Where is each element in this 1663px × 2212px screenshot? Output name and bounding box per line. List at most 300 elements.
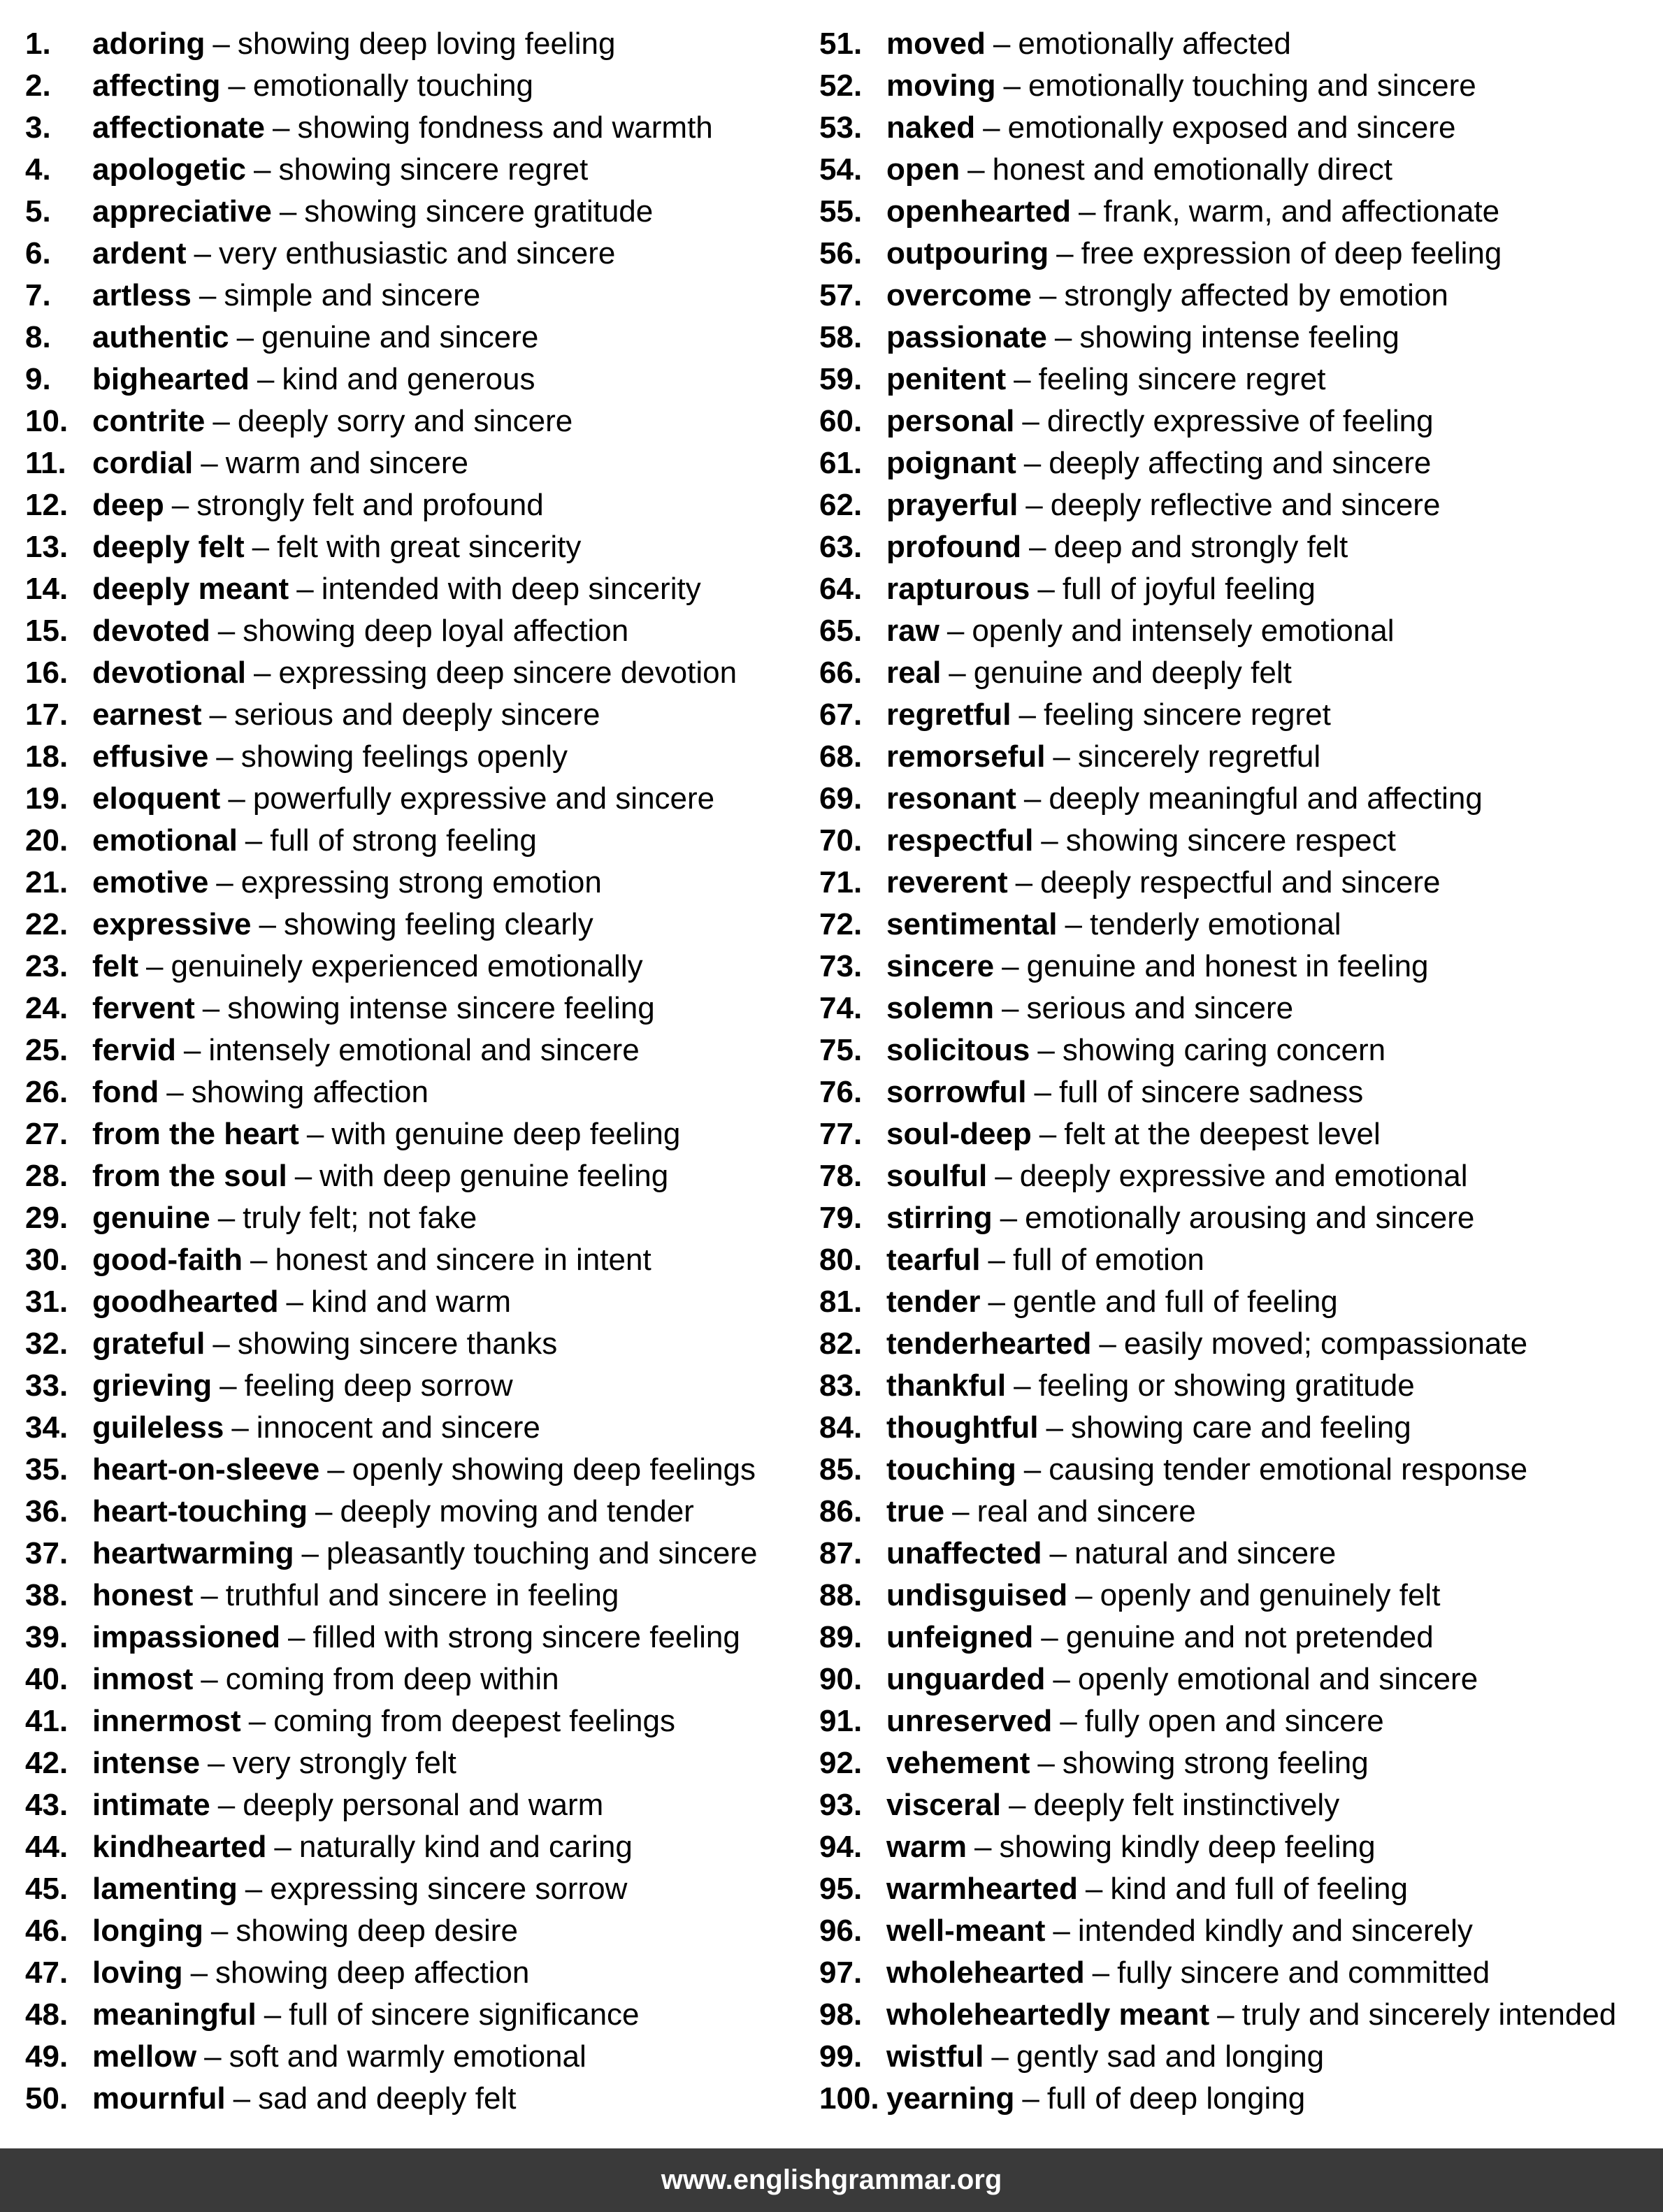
item-separator: – [287,1620,305,1654]
item-separator: – [296,572,314,606]
item-separator: – [983,110,1000,145]
item-definition: emotionally arousing and sincere [1025,1201,1475,1235]
item-definition: with deep genuine feeling [319,1159,669,1193]
item-separator: – [995,1159,1012,1193]
list-item [819,1617,1658,1658]
item-definition: deeply reflective and sincere [1050,488,1441,522]
item-word: wholehearted [886,1956,1085,1990]
item-definition: showing strong feeling [1062,1746,1369,1780]
item-definition: showing feeling clearly [284,907,593,941]
item-word: sincere [886,949,995,983]
item-definition: serious and sincere [1026,991,1294,1025]
item-separator: – [202,991,220,1025]
item-word: affecting [92,68,221,103]
item-separator: – [1037,1033,1055,1067]
item-definition: openly and intensely emotional [972,614,1395,648]
item-number: 25. [25,1033,69,1067]
item-definition: honest and sincere in intent [275,1243,651,1277]
item-word: solicitous [886,1033,1030,1067]
item-separator: – [209,697,227,732]
item-definition: showing caring concern [1062,1033,1386,1067]
item-number: 26. [25,1075,69,1109]
list-item [25,191,801,233]
item-word: deeply meant [92,572,289,606]
item-number: 39. [25,1620,69,1654]
item-number: 33. [25,1368,69,1403]
item-number: 76. [819,1075,863,1109]
item-number: 34. [25,1410,69,1445]
item-number: 67. [819,697,863,732]
item-word: expressive [92,907,252,941]
item-word: moving [886,68,996,103]
list-item [819,946,1658,988]
item-separator: – [257,362,275,396]
item-separator: – [1054,320,1072,354]
list-item [819,1449,1658,1491]
item-word: grateful [92,1327,206,1361]
item-definition: showing feelings openly [240,739,568,774]
item-definition: gently sad and longing [1016,2039,1325,2074]
item-separator: – [219,1368,237,1403]
item-definition: truthful and sincere in feeling [225,1578,619,1612]
item-separator: – [146,949,164,983]
item-definition: intended with deep sincerity [321,572,701,606]
item-definition: genuine and deeply felt [973,656,1292,690]
item-word: vehement [886,1746,1030,1780]
item-number: 46. [25,1914,69,1948]
item-number: 85. [819,1452,863,1487]
item-definition: causing tender emotional response [1049,1452,1528,1487]
item-word: ardent [92,236,187,270]
item-word: devotional [92,656,247,690]
list-item [25,1617,801,1658]
item-word: goodhearted [92,1285,279,1319]
list-item [25,1029,801,1071]
item-number: 43. [25,1788,69,1822]
list-item [819,400,1658,442]
item-number: 88. [819,1578,863,1612]
list-item [819,1952,1658,1994]
list-item [819,191,1658,233]
item-number: 96. [819,1914,863,1948]
list-item [819,359,1658,400]
item-separator: – [245,823,263,858]
list-item [819,1910,1658,1952]
list-item [819,1491,1658,1533]
item-word: moved [886,27,986,61]
list-item [25,1658,801,1700]
item-word: naked [886,110,976,145]
item-number: 57. [819,278,863,312]
item-separator: – [1003,68,1021,103]
item-word: intense [92,1746,201,1780]
item-word: emotive [92,865,209,899]
list-item [25,484,801,526]
item-separator: – [993,27,1011,61]
item-separator: – [1015,865,1033,899]
item-word: impassioned [92,1620,280,1654]
item-definition: real and sincere [977,1494,1196,1528]
item-number: 73. [819,949,863,983]
item-word: heart-on-sleeve [92,1452,320,1487]
item-word: unreserved [886,1704,1053,1738]
item-definition: serious and deeply sincere [234,697,600,732]
item-word: inmost [92,1662,194,1696]
item-definition: deeply meaningful and affecting [1049,781,1483,816]
item-definition: showing deep loyal affection [243,614,629,648]
item-number: 27. [25,1117,69,1151]
list-item [819,317,1658,359]
item-word: raw [886,614,940,648]
word-list-left-column [25,23,801,2120]
item-definition: showing sincere thanks [237,1327,558,1361]
item-word: unfeigned [886,1620,1034,1654]
item-separator: – [1022,2081,1039,2116]
item-definition: kind and generous [282,362,535,396]
item-separator: – [1060,1704,1077,1738]
item-definition: feeling sincere regret [1038,362,1326,396]
item-word: guileless [92,1410,224,1445]
item-word: heartwarming [92,1536,294,1570]
item-definition: full of deep longing [1046,2081,1306,2116]
item-separator: – [1014,362,1031,396]
item-separator: – [217,614,236,648]
item-number: 52. [819,68,863,103]
list-item [25,107,801,149]
item-definition: directly expressive of feeling [1046,404,1434,438]
item-definition: naturally kind and caring [298,1830,633,1864]
item-definition: intended kindly and sincerely [1077,1914,1473,1948]
item-number: 1. [25,27,51,61]
item-definition: full of emotion [1012,1243,1204,1277]
item-number: 50. [25,2081,69,2116]
list-item [819,526,1658,568]
list-item [25,1952,801,1994]
item-separator: – [1025,488,1043,522]
item-separator: – [248,1704,266,1738]
item-separator: – [213,27,230,61]
item-definition: intensely emotional and sincere [208,1033,640,1067]
item-word: from the soul [92,1159,287,1193]
item-separator: – [216,865,233,899]
item-separator: – [259,907,277,941]
word-list-right-column [819,23,1658,2120]
item-definition: feeling sincere regret [1043,697,1331,732]
item-separator: – [988,1285,1005,1319]
list-item [819,1994,1658,2036]
list-item [819,610,1658,652]
item-word: kindhearted [92,1830,267,1864]
list-item [819,233,1658,275]
item-separator: – [1053,1914,1070,1948]
item-definition: emotionally affected [1018,27,1291,61]
item-number: 9. [25,362,51,396]
item-word: warm [886,1830,967,1864]
item-separator: – [1075,1578,1093,1612]
item-word: real [886,656,942,690]
item-separator: – [208,1746,225,1780]
item-definition: genuine and sincere [261,320,539,354]
item-number: 66. [819,656,863,690]
item-word: eloquent [92,781,221,816]
item-separator: – [1023,1452,1042,1487]
item-definition: deeply respectful and sincere [1040,865,1441,899]
item-word: tenderhearted [886,1327,1092,1361]
list-item [25,233,801,275]
item-word: grieving [92,1368,213,1403]
item-word: profound [886,530,1022,564]
item-number: 56. [819,236,863,270]
item-separator: – [233,2081,251,2116]
item-number: 70. [819,823,863,858]
item-number: 72. [819,907,863,941]
item-separator: – [194,236,211,270]
item-definition: showing deep affection [215,1956,530,1990]
item-separator: – [1037,572,1055,606]
item-number: 59. [819,362,863,396]
item-definition: emotionally touching and sincere [1028,68,1476,103]
item-separator: – [250,1243,268,1277]
item-number: 63. [819,530,863,564]
item-number: 87. [819,1536,863,1570]
item-number: 74. [819,991,863,1025]
item-word: apologetic [92,152,247,187]
list-item [25,1281,801,1323]
item-definition: truly and sincerely intended [1241,1997,1617,2032]
list-item [25,1197,801,1239]
item-separator: – [1092,1956,1110,1990]
item-word: touching [886,1452,1016,1487]
item-number: 3. [25,110,51,145]
item-word: unaffected [886,1536,1042,1570]
item-word: fervid [92,1033,176,1067]
list-item [25,904,801,946]
item-number: 93. [819,1788,863,1822]
item-definition: openly and genuinely felt [1100,1578,1441,1612]
item-number: 42. [25,1746,69,1780]
item-number: 62. [819,488,863,522]
item-number: 51. [819,27,863,61]
list-item [819,1323,1658,1365]
list-item [819,568,1658,610]
item-definition: feeling deep sorrow [244,1368,513,1403]
item-definition: deeply affecting and sincere [1049,446,1432,480]
item-separator: – [213,1327,230,1361]
item-number: 94. [819,1830,863,1864]
list-item [25,568,801,610]
item-separator: – [1037,1746,1055,1780]
item-number: 92. [819,1746,863,1780]
item-separator: – [301,1536,319,1570]
item-word: cordial [92,446,194,480]
item-definition: deeply moving and tender [340,1494,694,1528]
item-number: 69. [819,781,863,816]
item-word: tearful [886,1243,981,1277]
item-number: 13. [25,530,69,564]
item-word: prayerful [886,488,1018,522]
item-word: resonant [886,781,1016,816]
item-separator: – [1000,1201,1018,1235]
list-item [819,862,1658,904]
item-definition: feeling or showing gratitude [1038,1368,1415,1403]
item-separator: – [1053,1662,1070,1696]
item-word: openhearted [886,194,1072,229]
item-separator: – [1039,278,1057,312]
item-word: tender [886,1285,981,1319]
list-item [819,107,1658,149]
item-separator: – [974,1830,992,1864]
item-word: undisguised [886,1578,1068,1612]
item-word: soulful [886,1159,988,1193]
list-item [25,1910,801,1952]
item-word: yearning [886,2081,1015,2116]
item-definition: gentle and full of feeling [1012,1285,1338,1319]
item-word: reverent [886,865,1008,899]
list-item [819,1239,1658,1281]
list-item [25,1071,801,1113]
item-definition: kind and warm [310,1285,512,1319]
list-item [819,652,1658,694]
item-separator: – [166,1075,184,1109]
item-word: from the heart [92,1117,299,1151]
list-item [819,820,1658,862]
item-definition: deeply felt instinctively [1033,1788,1340,1822]
item-separator: – [1002,991,1019,1025]
list-item [25,1533,801,1575]
item-number: 48. [25,1997,69,2032]
item-definition: sincerely regretful [1077,739,1321,774]
list-item [819,1700,1658,1742]
item-separator: – [171,488,189,522]
item-number: 44. [25,1830,69,1864]
item-word: personal [886,404,1015,438]
item-word: earnest [92,697,202,732]
item-definition: honest and emotionally direct [992,152,1392,187]
item-separator: – [315,1494,333,1528]
item-number: 77. [819,1117,863,1151]
list-item [25,862,801,904]
item-separator: – [1217,1997,1234,2032]
item-number: 99. [819,2039,863,2074]
item-number: 21. [25,865,69,899]
list-item [819,1575,1658,1617]
list-item [25,526,801,568]
item-separator: – [949,656,966,690]
item-separator: – [213,404,230,438]
item-number: 49. [25,2039,69,2074]
list-item [819,904,1658,946]
list-item [819,1533,1658,1575]
item-number: 91. [819,1704,863,1738]
list-item [25,1826,801,1868]
item-number: 75. [819,1033,863,1067]
item-separator: – [1002,949,1019,983]
item-number: 29. [25,1201,69,1235]
item-definition: coming from deep within [225,1662,559,1696]
list-item [819,2036,1658,2078]
item-separator: – [210,1914,229,1948]
item-word: soul-deep [886,1117,1032,1151]
item-separator: – [279,194,297,229]
item-definition: natural and sincere [1074,1536,1337,1570]
item-separator: – [1023,781,1042,816]
item-word: deeply felt [92,530,245,564]
item-number: 10. [25,404,69,438]
item-number: 11. [25,446,66,480]
item-word: artless [92,278,192,312]
item-number: 19. [25,781,69,816]
item-word: unguarded [886,1662,1046,1696]
list-item [819,778,1658,820]
list-item [25,694,801,736]
item-word: devoted [92,614,210,648]
item-word: effusive [92,739,209,774]
item-number: 28. [25,1159,69,1193]
item-number: 15. [25,614,69,648]
item-definition: deeply expressive and emotional [1019,1159,1468,1193]
item-separator: – [254,656,271,690]
item-separator: – [199,278,217,312]
list-item [819,1155,1658,1197]
item-number: 38. [25,1578,69,1612]
item-number: 12. [25,488,69,522]
item-separator: – [231,1410,249,1445]
list-item [25,23,801,65]
list-item [819,1365,1658,1407]
item-word: affectionate [92,110,265,145]
list-item [25,736,801,778]
item-word: appreciative [92,194,272,229]
list-item [25,2036,801,2078]
item-definition: kind and full of feeling [1110,1872,1409,1906]
item-definition: fully open and sincere [1084,1704,1384,1738]
item-word: contrite [92,404,206,438]
item-separator: – [1029,530,1046,564]
item-definition: warm and sincere [225,446,469,480]
item-definition: very enthusiastic and sincere [218,236,616,270]
list-item [819,23,1658,65]
list-item [25,317,801,359]
list-item [25,946,801,988]
item-separator: – [952,1494,970,1528]
list-item [819,1197,1658,1239]
item-number: 98. [819,1997,863,2032]
item-separator: – [1065,907,1082,941]
list-item [819,1742,1658,1784]
item-number: 35. [25,1452,69,1487]
item-definition: genuine and not pretended [1065,1620,1434,1654]
item-number: 31. [25,1285,69,1319]
item-word: lamenting [92,1872,238,1906]
item-separator: – [201,1578,218,1612]
item-number: 54. [819,152,863,187]
item-word: remorseful [886,739,1046,774]
item-number: 45. [25,1872,69,1906]
item-number: 53. [819,110,863,145]
item-word: meaningful [92,1997,257,2032]
item-word: emotional [92,823,238,858]
list-item [25,1407,801,1449]
item-separator: – [183,1033,201,1067]
item-number: 71. [819,865,863,899]
item-separator: – [190,1956,208,1990]
item-number: 5. [25,194,51,229]
item-separator: – [217,1788,236,1822]
item-separator: – [217,1201,236,1235]
list-item [25,400,801,442]
item-separator: – [201,1662,218,1696]
item-word: bighearted [92,362,250,396]
